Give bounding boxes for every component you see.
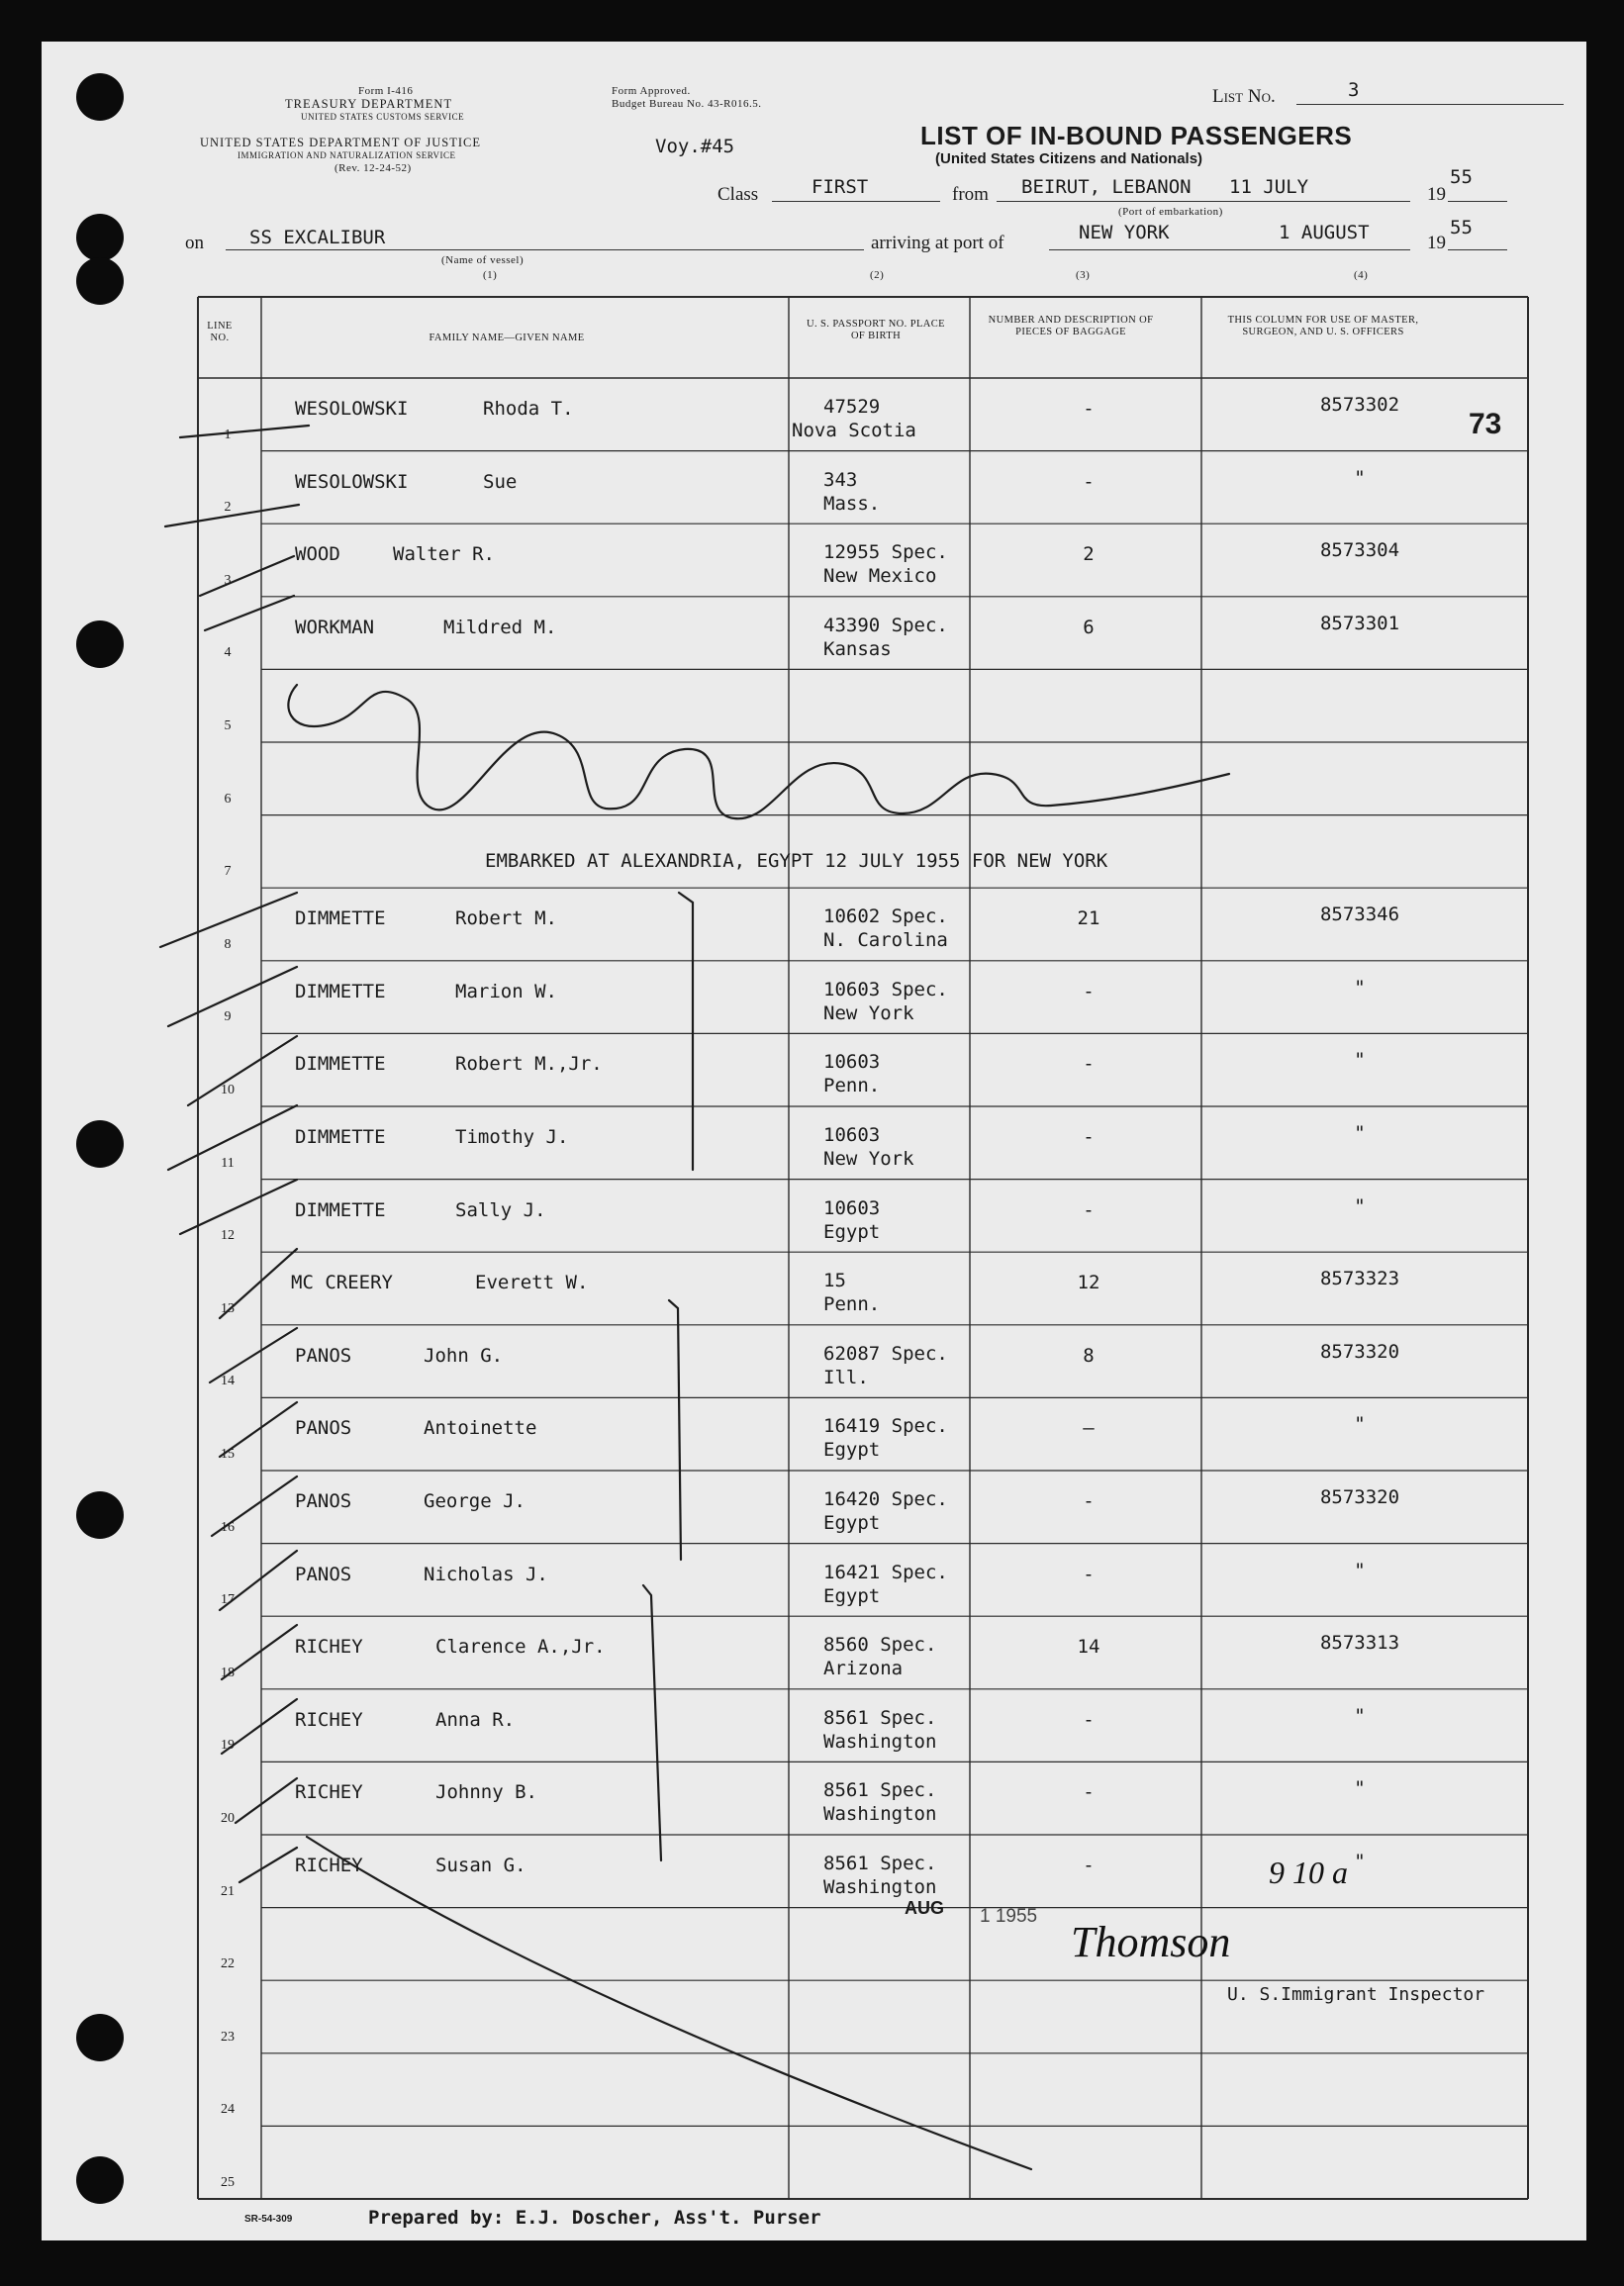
baggage-count: - <box>1083 1708 1095 1731</box>
baggage-count: - <box>1083 398 1095 420</box>
arrival-stamp-date: 1 1955 <box>980 1906 1038 1927</box>
col-ref-4: (4) <box>1354 269 1369 281</box>
page-subtitle: (United States Citizens and Nationals) <box>935 150 1203 167</box>
baggage-count: 8 <box>1083 1344 1095 1367</box>
line-number: 9 <box>224 1009 232 1025</box>
officer-number: 8573346 <box>1319 904 1400 926</box>
given-name: Nicholas J. <box>424 1563 548 1585</box>
punch-hole <box>76 2156 124 2204</box>
line-number: 20 <box>221 1811 235 1826</box>
given-name: Sally J. <box>455 1198 546 1221</box>
line-number: 5 <box>224 718 232 733</box>
check-mark <box>239 1848 297 1882</box>
justice-dept: UNITED STATES DEPARTMENT OF JUSTICE <box>200 136 481 149</box>
line-number: 15 <box>221 1447 235 1462</box>
baggage-count: - <box>1083 1126 1095 1148</box>
time-note: 9 10 a <box>1269 1855 1348 1890</box>
baggage-count: - <box>1083 1053 1095 1076</box>
embark-note: EMBARKED AT ALEXANDRIA, EGYPT 12 JULY 1955 FOR NEW YORK <box>485 850 1108 872</box>
col-ref-2: (2) <box>870 269 885 281</box>
on-label: on <box>185 233 204 253</box>
revision-date: (Rev. 12-24-52) <box>334 162 412 174</box>
place-of-birth: Egypt <box>823 1512 881 1534</box>
arriving-label: arriving at port of <box>871 233 1004 253</box>
passport-number: 12955 Spec. <box>823 541 948 564</box>
line-number: 16 <box>221 1519 235 1535</box>
form-number: Form I-416 <box>358 85 414 97</box>
place-of-birth: Penn. <box>823 1293 881 1316</box>
family-name: PANOS <box>295 1563 352 1585</box>
family-name: PANOS <box>295 1417 352 1440</box>
page-number: 73 <box>1469 408 1502 440</box>
place-of-birth: Arizona <box>823 1658 904 1680</box>
arrival-stamp-month: AUG <box>905 1898 944 1918</box>
officer-number: " <box>1354 1777 1366 1800</box>
page-title: LIST OF IN-BOUND PASSENGERS <box>920 121 1353 150</box>
line-number: 24 <box>221 2102 235 2118</box>
given-name: John G. <box>424 1344 504 1367</box>
baggage-count: - <box>1083 470 1095 493</box>
family-name: MC CREERY <box>291 1272 393 1294</box>
family-name: WORKMAN <box>295 616 375 638</box>
list-number: 3 <box>1348 79 1360 101</box>
inspector-signature: Thomson <box>1071 1918 1231 1966</box>
given-name: Marion W. <box>455 980 557 1002</box>
passport-number: 62087 Spec. <box>823 1342 948 1365</box>
given-name: Susan G. <box>435 1855 526 1876</box>
year-prefix: 19 <box>1427 184 1446 205</box>
family-name: WOOD <box>295 543 340 566</box>
line-number: 7 <box>224 864 232 880</box>
family-name: WESOLOWSKI <box>295 470 409 493</box>
line-number: 25 <box>221 2175 235 2190</box>
punch-hole <box>76 620 124 668</box>
family-name: PANOS <box>295 1490 352 1512</box>
place-of-birth: Egypt <box>823 1220 881 1243</box>
given-name: Timothy J. <box>455 1126 569 1148</box>
line-number: 2 <box>224 500 232 516</box>
place-of-birth: Washington <box>823 1876 937 1898</box>
col-ref-3: (3) <box>1076 269 1091 281</box>
given-name: Walter R. <box>393 543 495 566</box>
line-number: 10 <box>221 1083 235 1097</box>
voyage-number: Voy.#45 <box>655 136 735 157</box>
line-number: 11 <box>221 1155 235 1171</box>
place-of-birth: New Mexico <box>823 565 937 588</box>
punch-hole <box>76 2014 124 2061</box>
line-number: 19 <box>221 1738 235 1754</box>
place-of-birth: Nova Scotia <box>792 420 916 441</box>
baggage-count: 6 <box>1083 616 1095 638</box>
line-number: 14 <box>221 1374 235 1389</box>
family-name: PANOS <box>295 1344 352 1367</box>
passport-number: 8561 Spec. <box>823 1706 937 1729</box>
family-name: RICHEY <box>295 1781 363 1804</box>
check-mark <box>180 1180 297 1234</box>
line-number: 4 <box>224 645 232 661</box>
from-port: BEIRUT, LEBANON <box>1021 176 1192 198</box>
treasury-dept: TREASURY DEPARTMENT <box>285 97 453 111</box>
family-name: RICHEY <box>295 1708 363 1731</box>
from-label: from <box>952 184 989 205</box>
officer-number: " <box>1354 1122 1366 1144</box>
bracket-panos <box>669 1300 681 1560</box>
line-number: 1 <box>224 427 232 442</box>
place-of-birth: Penn. <box>823 1075 881 1097</box>
family-name: DIMMETTE <box>295 1198 386 1221</box>
customs-service: UNITED STATES CUSTOMS SERVICE <box>301 112 465 122</box>
place-of-birth: Ill. <box>823 1366 869 1388</box>
place-of-birth: Egypt <box>823 1584 881 1607</box>
passport-number: 10603 <box>823 1124 881 1146</box>
baggage-count: 12 <box>1077 1272 1100 1294</box>
punch-hole <box>76 257 124 305</box>
officer-number: " <box>1354 466 1366 489</box>
passport-number: 10603 <box>823 1196 881 1219</box>
squiggle-cancel-mark <box>288 685 1229 818</box>
family-name: RICHEY <box>295 1855 363 1876</box>
from-date: 11 JULY <box>1229 176 1309 198</box>
passport-number: 16419 Spec. <box>823 1415 948 1438</box>
punch-hole <box>76 1120 124 1168</box>
class-label: Class <box>717 184 759 205</box>
officer-number: 8573304 <box>1319 539 1400 562</box>
place-of-birth: N. Carolina <box>823 929 948 952</box>
line-number: 21 <box>221 1883 235 1899</box>
footer-code: SR-54-309 <box>244 2214 293 2225</box>
officer-number: 8573320 <box>1319 1340 1400 1363</box>
arrival-port: NEW YORK <box>1079 222 1170 243</box>
line-number: 13 <box>221 1300 235 1316</box>
officer-number: " <box>1354 1194 1366 1217</box>
ins-service: IMMIGRATION AND NATURALIZATION SERVICE <box>238 150 456 160</box>
family-name: DIMMETTE <box>295 980 386 1002</box>
passport-number: 10602 Spec. <box>823 905 948 928</box>
manifest-page <box>42 42 1586 2240</box>
from-year: 55 <box>1450 166 1473 188</box>
officer-number: 8573313 <box>1319 1632 1400 1655</box>
line-number: 18 <box>221 1665 235 1680</box>
list-no-label: List No. <box>1212 86 1276 107</box>
given-name: Clarence A.,Jr. <box>435 1636 606 1659</box>
officer-number: " <box>1354 1049 1366 1072</box>
prepared-by: Prepared by: E.J. Doscher, Ass't. Purser <box>368 2207 821 2229</box>
passport-number: 343 <box>823 468 858 491</box>
baggage-count: - <box>1083 1490 1095 1512</box>
place-of-birth: Washington <box>823 1803 937 1826</box>
punch-hole <box>76 1491 124 1539</box>
baggage-count: 21 <box>1077 907 1100 930</box>
check-mark <box>205 596 294 630</box>
line-number: 8 <box>224 936 232 952</box>
year-prefix-2: 19 <box>1427 233 1446 253</box>
arrival-date: 1 AUGUST <box>1279 222 1370 243</box>
col-header-baggage: NUMBER AND DESCRIPTION OF PIECES OF BAGGAGE <box>988 315 1154 337</box>
vessel-caption: (Name of vessel) <box>441 254 525 266</box>
given-name: Robert M.,Jr. <box>455 1053 603 1076</box>
col-header-officer: THIS COLUMN FOR USE OF MASTER, SURGEON, AND U. S. OFFICERS <box>1227 315 1419 337</box>
budget-bureau: Budget Bureau No. 43-R016.5. <box>612 98 762 110</box>
given-name: Mildred M. <box>443 616 557 638</box>
punch-hole <box>76 73 124 121</box>
line-number: 17 <box>221 1592 235 1608</box>
vessel-name: SS EXCALIBUR <box>249 227 386 248</box>
officer-number: " <box>1354 976 1366 999</box>
officer-number: " <box>1354 1851 1366 1872</box>
bracket-richey <box>643 1585 661 1860</box>
punch-hole <box>76 214 124 261</box>
passport-number: 8560 Spec. <box>823 1634 937 1657</box>
baggage-count: — <box>1083 1417 1095 1440</box>
officer-number: " <box>1354 1559 1366 1581</box>
family-name: DIMMETTE <box>295 1126 386 1148</box>
line-number: 12 <box>221 1228 235 1244</box>
baggage-count: - <box>1083 1198 1095 1221</box>
port-caption: (Port of embarkation) <box>1118 206 1223 218</box>
given-name: Antoinette <box>424 1417 537 1440</box>
line-number: 23 <box>221 2029 235 2045</box>
officer-number: " <box>1354 1704 1366 1727</box>
family-name: RICHEY <box>295 1636 363 1659</box>
officer-number: " <box>1354 1413 1366 1436</box>
line-number: 6 <box>224 791 232 807</box>
passport-number: 43390 Spec. <box>823 614 948 636</box>
place-of-birth: Washington <box>823 1730 937 1753</box>
line-number: 22 <box>221 1956 235 1972</box>
officer-number: 8573323 <box>1319 1268 1400 1290</box>
place-of-birth: New York <box>823 1001 914 1024</box>
given-name: Anna R. <box>435 1708 516 1731</box>
baggage-count: 2 <box>1083 543 1095 566</box>
family-name: DIMMETTE <box>295 907 386 930</box>
given-name: Robert M. <box>455 907 557 930</box>
place-of-birth: New York <box>823 1148 914 1170</box>
place-of-birth: Mass. <box>823 492 881 515</box>
baggage-count: - <box>1083 1563 1095 1585</box>
col-header-line-no: LINE NO. <box>207 321 233 343</box>
baggage-count: - <box>1083 1855 1095 1876</box>
arrival-year: 55 <box>1450 217 1473 238</box>
passport-number: 16420 Spec. <box>823 1488 948 1510</box>
col-ref-1: (1) <box>483 269 498 281</box>
line-number: 3 <box>224 572 232 588</box>
baggage-count: - <box>1083 980 1095 1002</box>
baggage-count: - <box>1083 1781 1095 1804</box>
passport-number: 8561 Spec. <box>823 1853 937 1874</box>
given-name: Sue <box>483 470 518 493</box>
officer-number: 8573320 <box>1319 1486 1400 1508</box>
form-approved: Form Approved. <box>612 85 691 97</box>
place-of-birth: Egypt <box>823 1439 881 1462</box>
passport-number: 10603 Spec. <box>823 978 948 1000</box>
inspector-caption: U. S.Immigrant Inspector <box>1227 1984 1485 2005</box>
given-name: Johnny B. <box>435 1781 537 1804</box>
bracket-dimmette <box>679 893 693 1170</box>
given-name: Everett W. <box>475 1272 589 1294</box>
passport-number: 8561 Spec. <box>823 1779 937 1802</box>
passport-number: 10603 <box>823 1051 881 1074</box>
given-name: Rhoda T. <box>483 398 574 420</box>
place-of-birth: Kansas <box>823 637 892 660</box>
officer-number: 8573301 <box>1319 612 1400 634</box>
col-header-name: FAMILY NAME—GIVEN NAME <box>429 333 585 343</box>
baggage-count: 14 <box>1077 1636 1100 1659</box>
given-name: George J. <box>424 1490 525 1512</box>
class-value: FIRST <box>812 176 869 198</box>
officer-number: 8573302 <box>1319 394 1400 416</box>
col-header-passport: U. S. PASSPORT NO. PLACE OF BIRTH <box>807 319 945 341</box>
family-name: WESOLOWSKI <box>295 398 409 420</box>
passport-number: 16421 Spec. <box>823 1561 948 1583</box>
passport-number: 15 <box>823 1270 846 1292</box>
passport-number: 47529 <box>823 396 881 418</box>
family-name: DIMMETTE <box>295 1053 386 1076</box>
